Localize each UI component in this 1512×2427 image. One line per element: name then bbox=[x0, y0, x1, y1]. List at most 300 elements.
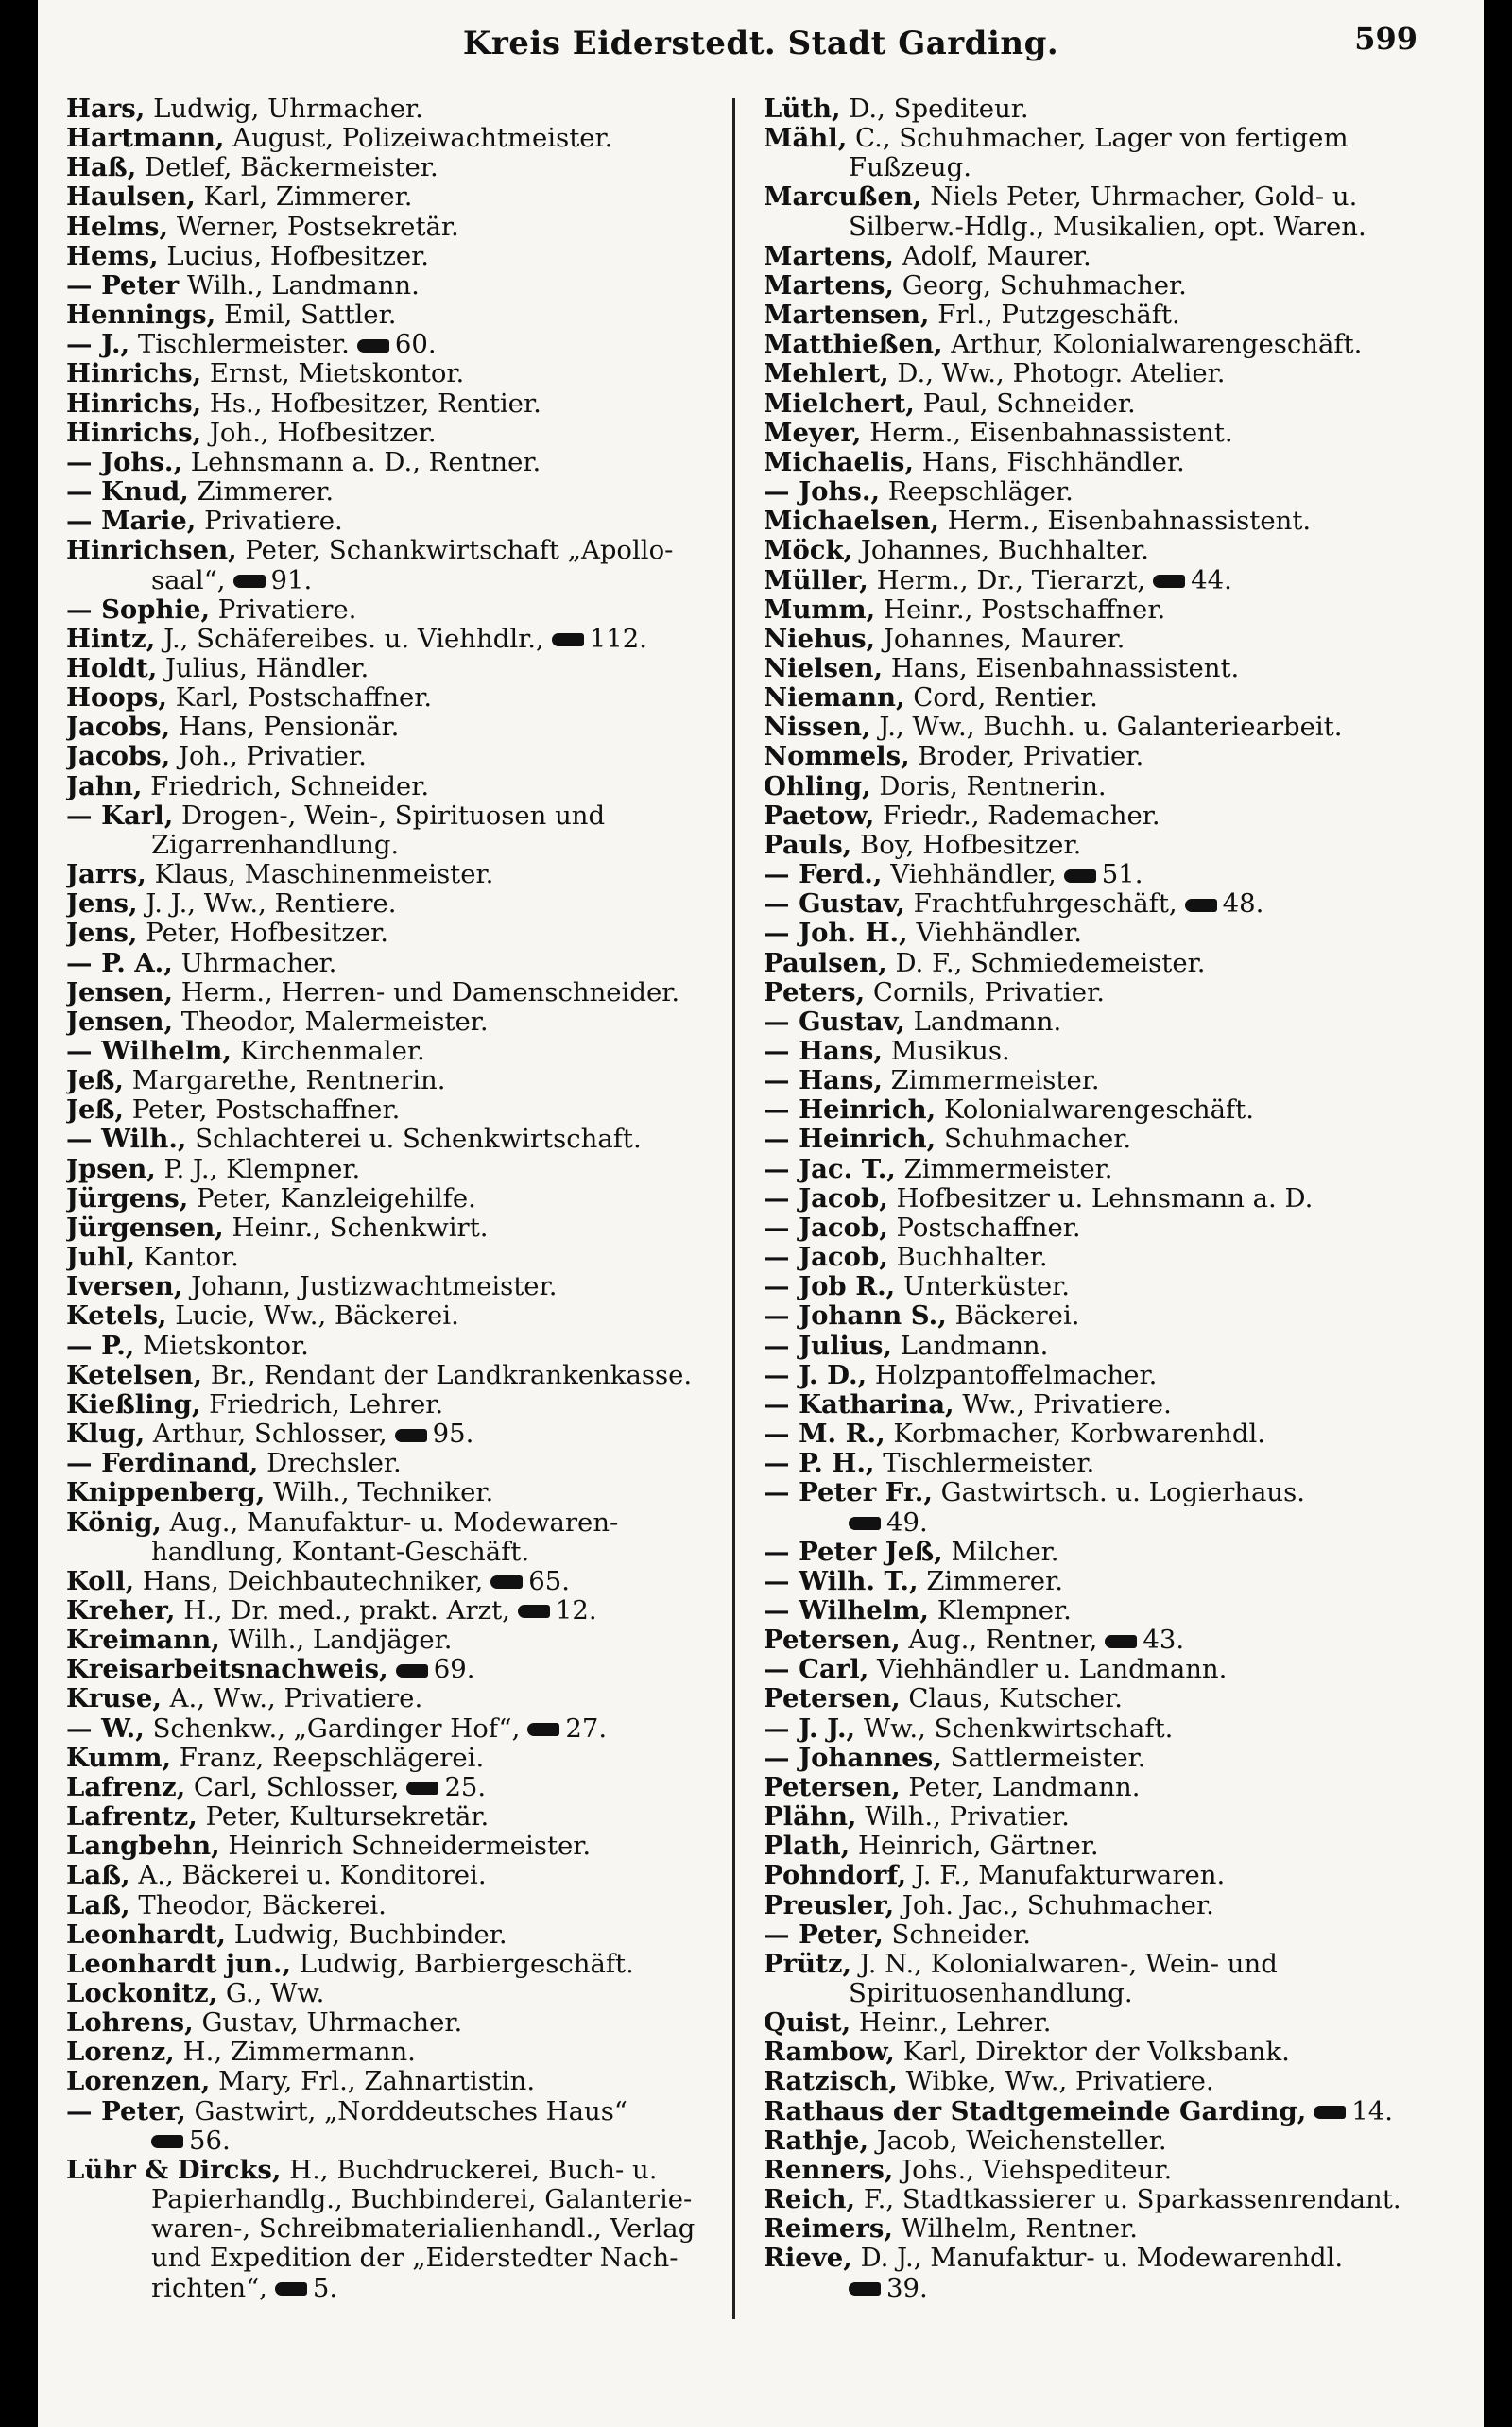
entry-name: Koll, bbox=[66, 1566, 135, 1596]
entry-name: — Julius, bbox=[764, 1331, 893, 1361]
entry-name: Kruse, bbox=[66, 1684, 162, 1714]
directory-entry bbox=[66, 1037, 728, 1066]
directory-entry bbox=[764, 1567, 1425, 1596]
entry-details: Herm., Eisenbahnassistent. bbox=[938, 507, 1312, 537]
directory-entry bbox=[764, 1684, 1425, 1713]
entry-details: Lucius, Hofbesitzer. bbox=[158, 241, 430, 271]
entry-name: — Gustav, bbox=[764, 1007, 905, 1037]
directory-entry bbox=[764, 2067, 1425, 2096]
entry-details: Drogen-, Wein-, Spirituosen und bbox=[173, 800, 606, 831]
entry-details: Aug., Rentner, bbox=[900, 1626, 1098, 1656]
entry-details: Tischlermeister. bbox=[874, 1449, 1095, 1479]
entry-details: J. N., Kolonialwaren-, Wein- und bbox=[851, 1949, 1278, 1979]
directory-entry bbox=[764, 919, 1425, 948]
phone-number: 65. bbox=[528, 1566, 570, 1596]
entry-details: Cornils, Privatier. bbox=[865, 977, 1105, 1007]
entry-details: Karl, Direktor der Volksbank. bbox=[894, 2038, 1290, 2068]
entry-name: Rathje, bbox=[764, 2126, 869, 2156]
entry-details: Viehhändler. bbox=[907, 919, 1082, 949]
entry-name: — Hans, bbox=[764, 1066, 883, 1096]
entry-details: Holzpantoffelmacher. bbox=[867, 1360, 1158, 1390]
entry-details: Landmann. bbox=[892, 1331, 1049, 1361]
entry-name: — Carl, bbox=[764, 1655, 869, 1685]
entry-details: Hs., Hofbesitzer, Rentier. bbox=[201, 388, 541, 419]
directory-entry bbox=[764, 1508, 1425, 1538]
entry-name: — P. A., bbox=[66, 948, 173, 978]
entry-details: Theodor, Malermeister. bbox=[173, 1007, 489, 1037]
directory-entry bbox=[764, 2214, 1425, 2244]
directory-entry bbox=[764, 1420, 1425, 1449]
entry-details: C., Schuhmacher, Lager von fertigem bbox=[847, 124, 1349, 154]
phone-number: 95. bbox=[432, 1420, 474, 1450]
entry-details: Wilh., Techniker. bbox=[265, 1478, 494, 1508]
telephone-icon bbox=[357, 339, 389, 353]
entry-details: Johann, Justizwachtmeister. bbox=[182, 1272, 558, 1302]
entry-name: Jens, bbox=[66, 889, 138, 920]
entry-details: Joh., Hofbesitzer. bbox=[201, 418, 437, 448]
entry-details: Reepschläger. bbox=[880, 477, 1074, 508]
entry-details: D., Spediteur. bbox=[840, 95, 1029, 124]
directory-entry bbox=[764, 801, 1425, 831]
directory-entry bbox=[764, 182, 1425, 212]
telephone-icon bbox=[151, 2135, 183, 2148]
directory-entry bbox=[66, 2214, 728, 2244]
entry-name: Iversen, bbox=[66, 1272, 183, 1302]
directory-entry bbox=[66, 1449, 728, 1478]
entry-name: — J. D., bbox=[764, 1360, 868, 1390]
entry-name: — Ferd., bbox=[764, 860, 883, 890]
entry-name: Kreher, bbox=[66, 1595, 176, 1626]
entry-details: Fußzeug. bbox=[849, 153, 971, 183]
entry-details: Jacob, Weichensteller. bbox=[868, 2126, 1167, 2156]
entry-name: Haulsen, bbox=[66, 182, 196, 213]
telephone-icon bbox=[490, 1575, 523, 1589]
directory-entry bbox=[66, 448, 728, 477]
entry-name: — Jacob, bbox=[764, 1243, 888, 1273]
entry-details: richten“, bbox=[151, 2273, 267, 2303]
entry-details: J., Ww., Buchh. u. Galanteriearbeit. bbox=[870, 713, 1343, 743]
phone-number: 48. bbox=[1222, 889, 1264, 920]
entry-name: Hems, bbox=[66, 241, 159, 271]
phone-number: 39. bbox=[886, 2273, 928, 2303]
entry-details: Peter, Hofbesitzer. bbox=[137, 919, 388, 949]
entry-name: Lockonitz, bbox=[66, 1979, 218, 2008]
entry-name: Niehus, bbox=[764, 624, 876, 654]
entry-name: Lohrens, bbox=[66, 2008, 194, 2039]
entry-details: D., Ww., Photogr. Atelier. bbox=[888, 359, 1226, 389]
telephone-icon bbox=[849, 2282, 881, 2296]
entry-details: Ludwig, Barbiergeschäft. bbox=[291, 1949, 634, 1979]
entry-details: Claus, Kutscher. bbox=[900, 1684, 1124, 1714]
entry-name: König, bbox=[66, 1507, 162, 1538]
entry-details: Paul, Schneider. bbox=[914, 388, 1136, 419]
phone-number: 25. bbox=[444, 1772, 487, 1802]
entry-name: Ratzisch, bbox=[764, 2067, 898, 2097]
entry-details: Herm., Eisenbahnassistent. bbox=[861, 418, 1233, 448]
directory-entry bbox=[764, 1184, 1425, 1214]
telephone-icon bbox=[518, 1605, 550, 1618]
phone-number: 49. bbox=[886, 1507, 928, 1538]
entry-name: Jürgens, bbox=[66, 1183, 189, 1214]
entry-details: Zimmerer. bbox=[188, 477, 335, 508]
directory-entry bbox=[764, 1891, 1425, 1920]
directory-entry bbox=[764, 213, 1425, 242]
directory-entry bbox=[66, 1596, 728, 1626]
directory-entry bbox=[764, 772, 1425, 801]
entry-name: Kumm, bbox=[66, 1743, 172, 1773]
entry-name: Ketels, bbox=[66, 1301, 167, 1332]
directory-entry bbox=[66, 2067, 728, 2096]
directory-entry bbox=[66, 713, 728, 742]
entry-details: J. F., Manufakturwaren. bbox=[906, 1861, 1226, 1891]
entry-details: saal“, bbox=[151, 565, 226, 595]
entry-name: Quist, bbox=[764, 2008, 851, 2039]
entry-name: — Peter, bbox=[66, 2096, 186, 2126]
entry-details: H., Dr. med., prakt. Arzt, bbox=[175, 1595, 510, 1626]
entry-name: Prütz, bbox=[764, 1949, 852, 1979]
entry-name: Müller, bbox=[764, 565, 868, 595]
entry-name: Jacobs, bbox=[66, 713, 171, 743]
directory-entry bbox=[66, 389, 728, 419]
entry-details: Heinr., Lehrer. bbox=[850, 2008, 1052, 2039]
entry-name: — Wilh. T., bbox=[764, 1566, 919, 1596]
entry-details: Klaus, Maschinenmeister. bbox=[146, 860, 494, 890]
entry-details: D. J., Manufaktur- u. Modewarenhdl. bbox=[851, 2244, 1344, 2274]
entry-name: Hoops, bbox=[66, 683, 167, 714]
entry-details: Adolf, Maurer. bbox=[894, 241, 1091, 271]
entry-name: Lorenz, bbox=[66, 2038, 175, 2068]
entry-details: Gustav, Uhrmacher. bbox=[193, 2008, 463, 2039]
entry-details: Ww., Privatiere. bbox=[954, 1389, 1172, 1420]
phone-number: 56. bbox=[189, 2126, 231, 2156]
entry-name: Möck, bbox=[764, 536, 853, 566]
entry-name: — Wilhelm, bbox=[764, 1595, 929, 1626]
directory-entry bbox=[764, 448, 1425, 477]
directory-entry bbox=[66, 595, 728, 625]
directory-entry bbox=[764, 860, 1425, 889]
phone-number: 112. bbox=[589, 624, 647, 654]
directory-entry bbox=[764, 1655, 1425, 1684]
entry-details: Schuhmacher. bbox=[936, 1125, 1132, 1155]
directory-entry bbox=[66, 95, 728, 124]
directory-entry bbox=[764, 1095, 1425, 1125]
directory-entry bbox=[66, 2274, 728, 2303]
entry-details: Arthur, Schlosser, bbox=[145, 1420, 387, 1450]
directory-entry bbox=[764, 1007, 1425, 1037]
entry-name: Leonhardt jun., bbox=[66, 1949, 292, 1979]
directory-entry bbox=[764, 2274, 1425, 2303]
entry-details: Buchhalter. bbox=[887, 1243, 1048, 1273]
entry-name: Lafrentz, bbox=[66, 1802, 198, 1833]
entry-details: Johs., Viehspediteur. bbox=[893, 2155, 1173, 2185]
entry-details: Schenkw., „Gardinger Hof“, bbox=[144, 1713, 521, 1744]
entry-details: A., Bäckerei u. Konditorei. bbox=[129, 1861, 487, 1891]
directory-entry bbox=[764, 1301, 1425, 1331]
entry-details: Musikus. bbox=[882, 1037, 1010, 1066]
entry-name: — Hans, bbox=[764, 1037, 883, 1066]
entry-name: — J., bbox=[66, 330, 130, 360]
entry-name: — Job R., bbox=[764, 1272, 896, 1302]
entry-details: Br., Rendant der Landkrankenkasse. bbox=[202, 1360, 693, 1390]
entry-details: Lehnsmann a. D., Rentner. bbox=[182, 447, 541, 477]
entry-details: Spirituosenhandlung. bbox=[849, 1979, 1133, 2008]
telephone-icon bbox=[1314, 2106, 1346, 2119]
entry-details: Boy, Hofbesitzer. bbox=[851, 830, 1082, 860]
entry-name: — Peter Fr., bbox=[764, 1478, 933, 1508]
entry-name: — Jacob, bbox=[764, 1213, 888, 1243]
entry-details: Cord, Rentier. bbox=[904, 683, 1098, 714]
directory-entry bbox=[66, 625, 728, 654]
directory-entry bbox=[66, 1214, 728, 1243]
entry-details: Aug., Manufaktur- u. Modewaren- bbox=[161, 1507, 619, 1538]
entry-name: Reich, bbox=[764, 2185, 856, 2215]
directory-entry bbox=[764, 831, 1425, 860]
entry-name: Hinrichsen, bbox=[66, 536, 237, 566]
directory-entry bbox=[66, 2097, 728, 2126]
directory-entry bbox=[764, 566, 1425, 595]
entry-details: Uhrmacher. bbox=[172, 948, 337, 978]
directory-entry bbox=[764, 595, 1425, 625]
telephone-icon bbox=[1105, 1635, 1137, 1648]
right-column bbox=[764, 95, 1425, 2303]
directory-entry bbox=[764, 1155, 1425, 1184]
directory-entry bbox=[66, 1095, 728, 1125]
entry-name: Plath, bbox=[764, 1832, 850, 1862]
entry-details: Wilh., Landmann. bbox=[179, 270, 420, 301]
telephone-icon bbox=[1064, 869, 1096, 883]
directory-entry bbox=[764, 2156, 1425, 2185]
entry-details: Arthur, Kolonialwarengeschäft. bbox=[942, 330, 1363, 360]
entry-details: Peter, Schankwirtschaft „Apollo- bbox=[236, 536, 674, 566]
entry-name: Jacobs, bbox=[66, 742, 171, 772]
entry-name: Hintz, bbox=[66, 624, 156, 654]
entry-details: Julius, Händler. bbox=[157, 653, 369, 683]
entry-name: Petersen, bbox=[764, 1684, 901, 1714]
entry-details: Wilhelm, Rentner. bbox=[892, 2214, 1138, 2245]
entry-details: Heinr., Schenkwirt. bbox=[223, 1213, 489, 1243]
entry-name: Lafrenz, bbox=[66, 1772, 186, 1802]
directory-entry bbox=[764, 1714, 1425, 1744]
phone-number: 44. bbox=[1191, 565, 1232, 595]
directory-entry bbox=[764, 2244, 1425, 2273]
directory-entry bbox=[66, 419, 728, 448]
entry-name: Jürgensen, bbox=[66, 1213, 224, 1243]
entry-details: Zigarrenhandlung. bbox=[151, 830, 400, 860]
directory-entry bbox=[66, 1979, 728, 2008]
entry-details: Gastwirtsch. u. Logierhaus. bbox=[932, 1478, 1305, 1508]
entry-name: — Heinrich, bbox=[764, 1095, 936, 1126]
entry-details: H., Buchdruckerei, Buch- u. bbox=[281, 2155, 658, 2185]
entry-name: — Karl, bbox=[66, 800, 174, 831]
directory-entry bbox=[66, 1802, 728, 1832]
directory-entry bbox=[764, 1361, 1425, 1390]
entry-name: Ketelsen, bbox=[66, 1360, 202, 1390]
entry-name: Jeß, bbox=[66, 1095, 124, 1126]
left-column bbox=[66, 95, 728, 2303]
entry-details: Theodor, Bäckerei. bbox=[129, 1890, 387, 1920]
directory-entry bbox=[66, 1891, 728, 1920]
directory-entry bbox=[764, 978, 1425, 1007]
directory-entry bbox=[66, 1332, 728, 1361]
directory-entry bbox=[764, 889, 1425, 919]
entry-name: Paulsen, bbox=[764, 948, 887, 978]
directory-entry bbox=[66, 919, 728, 948]
entry-name: — W., bbox=[66, 1713, 145, 1744]
telephone-icon bbox=[849, 1517, 881, 1530]
entry-name: Kreisarbeitsnachweis, bbox=[66, 1655, 388, 1685]
entry-details: Kirchenmaler. bbox=[231, 1037, 425, 1066]
phone-number: 91. bbox=[270, 565, 313, 595]
entry-name: — Peter bbox=[66, 270, 180, 301]
entry-details: Schneider. bbox=[883, 1919, 1031, 1950]
entry-name: Renners, bbox=[764, 2155, 894, 2185]
directory-entry bbox=[66, 213, 728, 242]
entry-name: — P. H., bbox=[764, 1449, 875, 1479]
entry-details: Drechsler. bbox=[258, 1449, 402, 1479]
directory-entry bbox=[764, 1125, 1425, 1154]
directory-entry bbox=[66, 2244, 728, 2273]
entry-name: — Peter Jeß, bbox=[764, 1537, 943, 1567]
entry-details: Ww., Schenkwirtschaft. bbox=[855, 1713, 1174, 1744]
directory-entry bbox=[764, 1832, 1425, 1861]
directory-entry bbox=[764, 242, 1425, 271]
entry-name: Reimers, bbox=[764, 2214, 893, 2245]
telephone-icon bbox=[396, 1664, 428, 1678]
entry-name: Mähl, bbox=[764, 124, 848, 154]
entry-details: Landmann. bbox=[904, 1007, 1062, 1037]
directory-entry bbox=[764, 1979, 1425, 2008]
directory-page bbox=[38, 0, 1484, 2427]
entry-name: Niemann, bbox=[764, 683, 905, 714]
directory-entry bbox=[66, 2185, 728, 2214]
entry-name: Jens, bbox=[66, 919, 138, 949]
entry-name: — Johs., bbox=[66, 447, 183, 477]
directory-entry bbox=[66, 507, 728, 536]
entry-name: Hars, bbox=[66, 95, 146, 124]
entry-name: Peters, bbox=[764, 977, 866, 1007]
entry-name: — Heinrich, bbox=[764, 1125, 936, 1155]
phone-number: 5. bbox=[312, 2273, 338, 2303]
directory-entry bbox=[66, 182, 728, 212]
directory-entry bbox=[66, 2156, 728, 2185]
directory-entry bbox=[66, 1155, 728, 1184]
telephone-icon bbox=[275, 2282, 307, 2296]
directory-entry bbox=[66, 242, 728, 271]
entry-details: handlung, Kontant-Geschäft. bbox=[151, 1537, 530, 1567]
directory-entry bbox=[66, 654, 728, 683]
entry-name: Petersen, bbox=[764, 1626, 901, 1656]
directory-entry bbox=[764, 95, 1425, 124]
directory-entry bbox=[764, 536, 1425, 565]
entry-name: — Jac. T., bbox=[764, 1154, 896, 1184]
entry-name: Jahn, bbox=[66, 771, 143, 801]
directory-entry bbox=[66, 477, 728, 507]
phone-number: 12. bbox=[555, 1595, 597, 1626]
entry-name: — Peter, bbox=[764, 1919, 884, 1950]
entry-details: Papierhandlg., Buchbinderei, Galanterie- bbox=[151, 2185, 693, 2215]
entry-details: F., Stadtkassierer u. Sparkassenrendant. bbox=[855, 2185, 1401, 2215]
entry-details: Schlachterei u. Schenkwirtschaft. bbox=[186, 1125, 642, 1155]
entry-details: Kantor. bbox=[135, 1243, 239, 1273]
entry-name: — Wilhelm, bbox=[66, 1037, 232, 1066]
directory-entry bbox=[764, 713, 1425, 742]
entry-details: A., Ww., Privatiere. bbox=[161, 1684, 423, 1714]
entry-name: Rambow, bbox=[764, 2038, 895, 2068]
entry-details: Detlef, Bäckermeister. bbox=[136, 153, 438, 183]
telephone-icon bbox=[233, 575, 266, 588]
telephone-icon bbox=[552, 633, 584, 646]
entry-details: Frl., Putzgeschäft. bbox=[929, 301, 1180, 331]
directory-entry bbox=[764, 1037, 1425, 1066]
phone-number: 60. bbox=[394, 330, 437, 360]
entry-details: Carl, Schlosser, bbox=[185, 1772, 400, 1802]
entry-details: Privatiere. bbox=[210, 594, 357, 625]
entry-name: Helms, bbox=[66, 212, 169, 242]
entry-details: Friedrich, Lehrer. bbox=[200, 1389, 444, 1420]
entry-name: — Joh. H., bbox=[764, 919, 908, 949]
directory-entry bbox=[66, 1243, 728, 1272]
directory-entry bbox=[764, 1538, 1425, 1567]
directory-entry bbox=[764, 1243, 1425, 1272]
entry-name: Klug, bbox=[66, 1420, 146, 1450]
directory-entry bbox=[66, 1655, 728, 1684]
entry-details: Friedrich, Schneider. bbox=[142, 771, 430, 801]
entry-details: D. F., Schmiedemeister. bbox=[886, 948, 1206, 978]
column-divider bbox=[732, 98, 735, 2319]
directory-entry bbox=[764, 124, 1425, 153]
entry-name: Langbehn, bbox=[66, 1832, 220, 1862]
entry-name: — M. R., bbox=[764, 1420, 885, 1450]
directory-entry bbox=[764, 2008, 1425, 2038]
entry-name: Martens, bbox=[764, 241, 894, 271]
entry-name: — J. J., bbox=[764, 1713, 856, 1744]
entry-details: Hans, Pensionär. bbox=[170, 713, 400, 743]
entry-details: Friedr., Rademacher. bbox=[874, 800, 1160, 831]
directory-entry bbox=[764, 1596, 1425, 1626]
directory-entry bbox=[66, 860, 728, 889]
entry-name: Haß, bbox=[66, 153, 137, 183]
entry-name: — Gustav, bbox=[764, 889, 905, 920]
entry-name: Jpsen, bbox=[66, 1154, 156, 1184]
entry-details: Hans, Deichbautechniker, bbox=[134, 1566, 484, 1596]
directory-entry bbox=[66, 2126, 728, 2156]
directory-entry bbox=[66, 124, 728, 153]
directory-entry bbox=[66, 978, 728, 1007]
directory-entry bbox=[66, 1538, 728, 1567]
entry-details: August, Polizeiwachtmeister. bbox=[224, 124, 613, 154]
entry-details: Ernst, Mietskontor. bbox=[201, 359, 465, 389]
entry-details: Karl, Zimmerer. bbox=[195, 182, 413, 213]
entry-details: Viehhändler, bbox=[882, 860, 1057, 890]
entry-name: Jarrs, bbox=[66, 860, 146, 890]
entry-name: — Johann S., bbox=[764, 1301, 947, 1332]
entry-name: Ohling, bbox=[764, 771, 871, 801]
directory-entry bbox=[764, 389, 1425, 419]
directory-entry bbox=[66, 2038, 728, 2067]
telephone-icon bbox=[406, 1782, 438, 1795]
entry-details: Bäckerei. bbox=[946, 1301, 1080, 1332]
entry-details: Viehhändler u. Landmann. bbox=[868, 1655, 1228, 1685]
phone-number: 27. bbox=[565, 1713, 608, 1744]
entry-name: Nommels, bbox=[764, 742, 910, 772]
directory-entry bbox=[66, 1184, 728, 1214]
entry-name: Hinrichs, bbox=[66, 388, 202, 419]
directory-entry bbox=[66, 1567, 728, 1596]
telephone-icon bbox=[395, 1429, 427, 1442]
entry-name: Paetow, bbox=[764, 800, 875, 831]
entry-name: Preusler, bbox=[764, 1890, 895, 1920]
entry-name: Petersen, bbox=[764, 1772, 901, 1802]
